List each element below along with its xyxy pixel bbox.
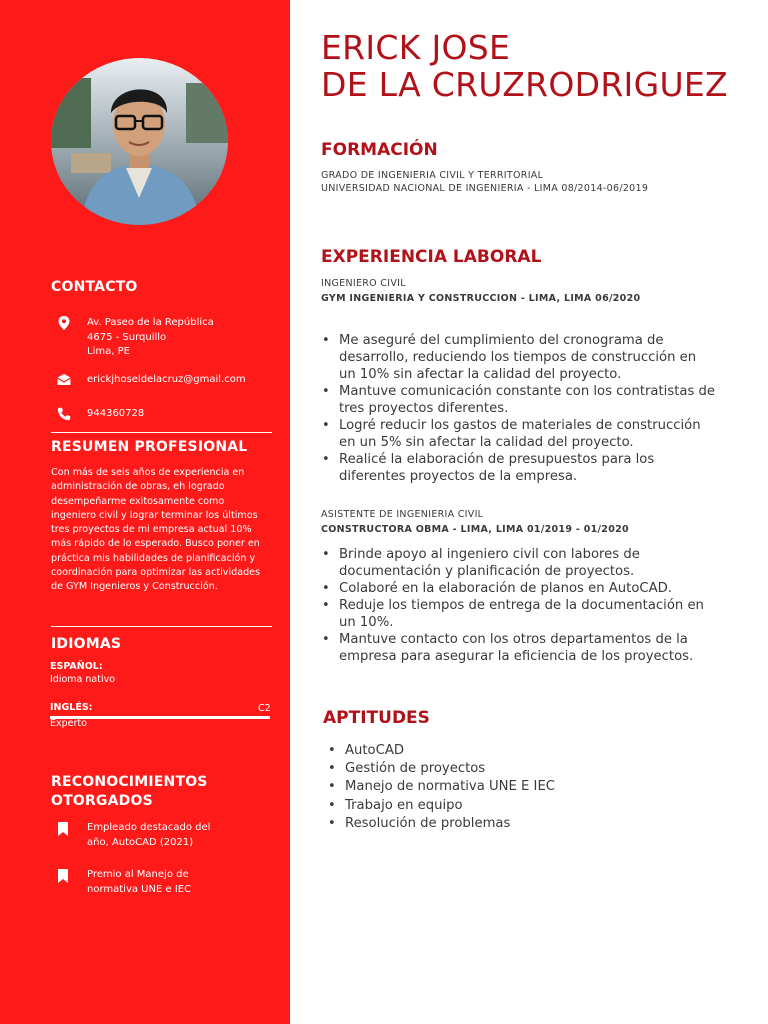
- envelope-icon: [51, 373, 77, 389]
- award-line: Empleado destacado del: [87, 822, 211, 833]
- language-cefr-code: C2: [258, 703, 271, 714]
- job-bullets: [321, 332, 716, 485]
- divider: [51, 626, 272, 627]
- divider: [51, 432, 272, 433]
- job-header: [321, 507, 629, 537]
- location-pin-icon: [51, 316, 77, 332]
- job-bullet: • Logré reducir los gastos de materiales de construcción en un 5% sin afectar la calidad del proyecto.: [321, 417, 716, 451]
- job-bullet: • Me aseguré del cumplimiento del cronograma de desarrollo, reduciendo los tiempos de construcción en un 10% sin afectar la calidad del proyecto.: [321, 332, 716, 383]
- job-title: INGENIERO CIVIL: [321, 278, 406, 289]
- bookmark-icon: [51, 821, 77, 836]
- languages-heading: IDIOMAS: [51, 636, 122, 652]
- job-bullet: • Brinde apoyo al ingeniero civil con labores de documentación y planificación de proyectos.: [321, 546, 716, 580]
- contact-phone[interactable]: [51, 407, 271, 423]
- degree-text: GRADO DE INGENIERIA CIVIL Y TERRITORIAL: [321, 170, 544, 181]
- education-details: [321, 169, 648, 195]
- award-text: [87, 821, 210, 850]
- skill-item: • Manejo de normativa UNE E IEC: [327, 778, 722, 796]
- job-header: [321, 277, 640, 306]
- summary-text: Con más de seis años de experiencia en administración de obras, eh logrado desempeñarme exitosamente como ingeniero civil y lograr terminar los últimos tres proyectos de mi empresa actual 10% más rápido de lo esperado. Busco poner en práctica mis habilidades de planificación y coordinación para optimizar las actividades de GYM Ingenieros y Construcción.: [51, 467, 261, 593]
- candidate-name: [321, 29, 728, 103]
- award-line: Premio al Manejo de: [87, 869, 189, 880]
- award-line: año, AutoCAD (2021): [87, 836, 194, 848]
- skill-item: • Gestión de proyectos: [327, 760, 722, 778]
- job-bullet: • Realicé la elaboración de presupuestos para los diferentes proyectos de la empresa.: [321, 451, 716, 485]
- award-line: normativa UNE e IEC: [87, 883, 192, 895]
- contact-email[interactable]: [51, 373, 271, 389]
- awards-heading-line: RECONOCIMIENTOS: [51, 774, 208, 790]
- phone-icon: [51, 407, 77, 423]
- job-bullet: • Colaboré en la elaboración de planos en AutoCAD.: [321, 580, 716, 597]
- job-title: ASISTENTE DE INGENIERIA CIVIL: [321, 509, 484, 520]
- award-item: [51, 868, 271, 897]
- skill-item: • Resolución de problemas: [327, 815, 722, 833]
- job-bullet: • Mantuve comunicación constante con los contratistas de tres proyectos diferentes.: [321, 383, 716, 417]
- job-bullet: • Mantuve contacto con los otros departamentos de la empresa para asegurar la eficiencia de los proyectos.: [321, 631, 716, 665]
- sidebar: [0, 0, 290, 1024]
- award-text: [87, 868, 191, 897]
- bookmark-icon: [51, 868, 77, 883]
- job-bullet: • Reduje los tiempos de entrega de la documentación en un 10%.: [321, 597, 716, 631]
- awards-heading: [51, 773, 208, 811]
- name-line: ERICK JOSE: [321, 28, 511, 67]
- phone-text[interactable]: 944360728: [87, 408, 145, 419]
- skill-item: • AutoCAD: [327, 742, 722, 760]
- profile-photo: [51, 58, 228, 225]
- school-text: UNIVERSIDAD NACIONAL DE INGENIERIA - LIMA 08/2014-06/2019: [321, 183, 649, 194]
- skill-item: • Trabajo en equipo: [327, 797, 722, 815]
- contact-heading: CONTACTO: [51, 279, 138, 295]
- address-text: Av. Paseo de la República 4675 - Surquillo Lima, PE: [87, 317, 214, 357]
- summary-heading: RESUMEN PROFESIONAL: [51, 439, 248, 455]
- job-bullets: [321, 546, 716, 665]
- email-link[interactable]: erickjhoseldelacruz@gmail.com: [87, 374, 246, 385]
- language-name: ESPAÑOL:: [50, 661, 103, 672]
- skills-list: [327, 742, 722, 833]
- education-heading: FORMACIÓN: [321, 140, 438, 160]
- language-level: Idioma nativo: [50, 674, 116, 685]
- contact-address: [51, 316, 271, 360]
- awards-heading-line: OTORGADOS: [51, 793, 153, 809]
- profile-photo-image: [51, 58, 228, 225]
- award-item: [51, 821, 271, 850]
- language-name: INGLÉS:: [50, 702, 93, 713]
- job-company: GYM INGENIERIA Y CONSTRUCCION - LIMA, LIMA 06/2020: [321, 292, 641, 304]
- language-level: Experto: [50, 718, 87, 729]
- experience-heading: EXPERIENCIA LABORAL: [321, 247, 542, 267]
- name-line: DE LA CRUZRODRIGUEZ: [321, 65, 728, 104]
- job-company: CONSTRUCTORA OBMA - LIMA, LIMA 01/2019 - 01/2020: [321, 524, 629, 535]
- skills-heading: APTITUDES: [323, 708, 430, 728]
